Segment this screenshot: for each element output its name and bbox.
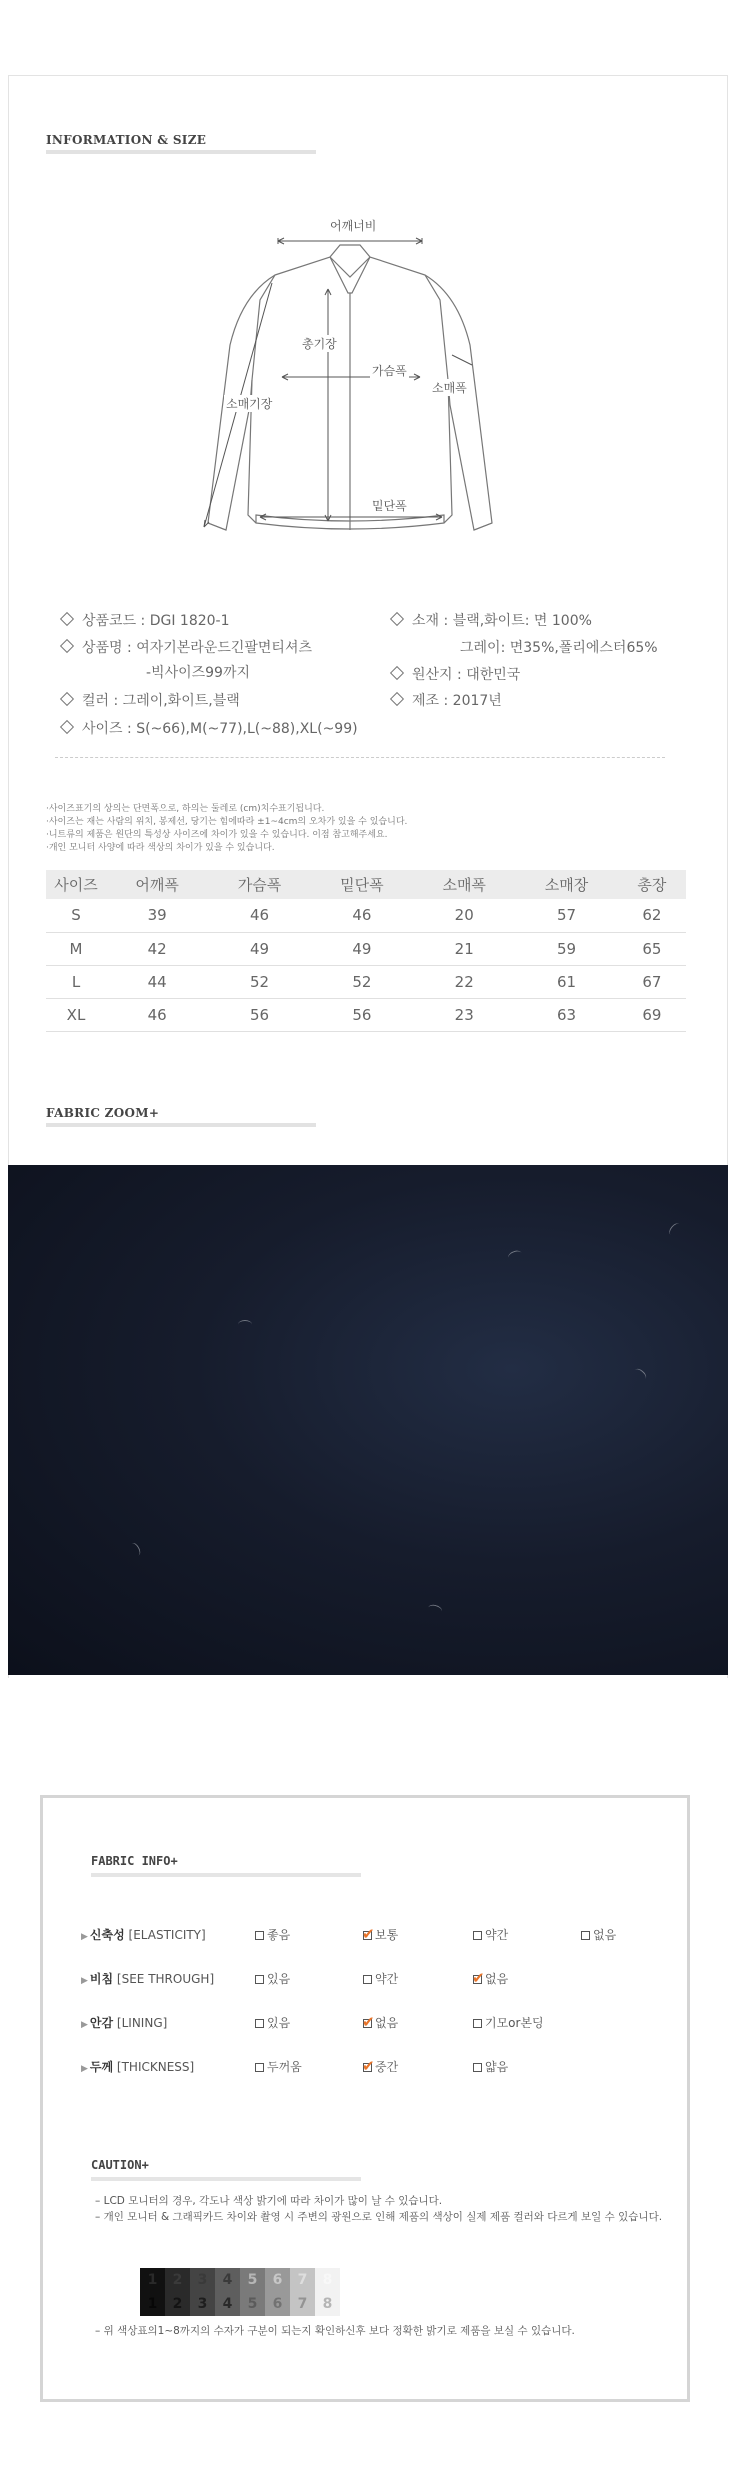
checkbox-icon — [255, 1931, 264, 1940]
fabric-info-title: FABRIC INFO+ — [91, 1854, 178, 1868]
checkbox-icon — [362, 1925, 375, 1943]
size-table-header — [46, 870, 686, 899]
option-elasticity-normal[interactable]: ✔ 보통 — [362, 1925, 399, 1943]
gray-scale-number: 3 — [197, 2272, 208, 2288]
gray-scale-chart — [140, 2268, 340, 2316]
divider — [55, 757, 665, 758]
checkbox-icon — [255, 2019, 264, 2028]
diamond-icon — [390, 612, 404, 626]
checkbox-icon — [255, 2063, 264, 2072]
cell: 56 — [311, 998, 413, 1031]
cell: 39 — [106, 899, 208, 932]
fabric-row-lining: ▶ 안감 [LINING] — [81, 2016, 168, 2030]
gray-scale-cell — [165, 2268, 190, 2316]
cell: 42 — [106, 932, 208, 965]
gray-scale-number: 2 — [172, 2296, 183, 2312]
triangle-right-icon: ▶ — [81, 1932, 88, 1942]
cell: 56 — [208, 998, 310, 1031]
table-row — [46, 998, 686, 1031]
option-see-through-yes[interactable]: 있음 — [255, 1970, 290, 1987]
header-cell: 밑단폭 — [311, 870, 413, 899]
cell: 67 — [618, 965, 686, 998]
cell: 44 — [106, 965, 208, 998]
gray-scale-number: 6 — [272, 2296, 283, 2312]
fabric-fiber — [238, 1320, 252, 1329]
diamond-icon — [60, 692, 74, 706]
fabric-fiber — [128, 1541, 143, 1558]
gray-scale-cell — [290, 2268, 315, 2316]
cell: 61 — [515, 965, 617, 998]
cell: 46 — [208, 899, 310, 932]
cell: 52 — [208, 965, 310, 998]
note-line: ·개인 모니터 사양에 따라 색상의 차이가 있을 수 있습니다. — [46, 843, 275, 853]
cell: 49 — [208, 932, 310, 965]
product-material-gray: 그레이: 면35%,폴리에스터65% — [460, 640, 658, 656]
cell: S — [46, 899, 106, 932]
fabric-zoom-image — [8, 1165, 728, 1675]
cell: XL — [46, 998, 106, 1031]
gray-scale-cell — [190, 2268, 215, 2316]
cell: 69 — [618, 998, 686, 1031]
info-size-title: INFORMATION & SIZE — [46, 133, 207, 147]
gray-scale-number: 3 — [197, 2296, 208, 2312]
checkbox-icon — [473, 1931, 482, 1940]
triangle-right-icon: ▶ — [81, 1976, 88, 1986]
product-origin: 원산지 : 대한민국 — [392, 664, 520, 684]
product-name-cont: -빅사이즈99까지 — [146, 665, 251, 681]
gray-scale-cell — [140, 2268, 165, 2316]
cell: 46 — [106, 998, 208, 1031]
option-elasticity-none[interactable]: 없음 — [581, 1926, 616, 1943]
info-size-title-bar — [46, 150, 316, 154]
fabric-fiber — [632, 1367, 649, 1383]
gray-scale-number: 6 — [272, 2272, 283, 2288]
diamond-icon — [60, 639, 74, 653]
option-lining-yes[interactable]: 있음 — [255, 2014, 290, 2031]
fabric-zoom-title-bar — [46, 1123, 316, 1127]
option-lining-brushed-bonding[interactable]: 기모or본딩 — [473, 2014, 544, 2031]
header-cell: 소매장 — [515, 870, 617, 899]
label-chest: 가슴폭 — [372, 364, 407, 378]
gray-scale-number: 4 — [222, 2272, 233, 2288]
caution-line-1: – LCD 모니터의 경우, 각도나 색상 밝기에 따라 차이가 많이 날 수 있습니다. — [95, 2195, 443, 2207]
product-code: 상품코드 : DGI 1820-1 — [62, 610, 230, 630]
fabric-fiber — [427, 1603, 443, 1615]
label-sleeve-width: 소매폭 — [432, 381, 467, 395]
checkbox-icon — [362, 2013, 375, 2031]
cell: 22 — [413, 965, 515, 998]
table-row — [46, 965, 686, 998]
checkbox-icon — [473, 2063, 482, 2072]
note-line: ·니트류의 제품은 원단의 특성상 사이즈에 차이가 있을 수 있습니다. 이점 참고해주세요. — [46, 830, 388, 840]
checkbox-icon — [473, 2019, 482, 2028]
header-cell: 소매폭 — [413, 870, 515, 899]
gray-scale-number: 7 — [297, 2272, 308, 2288]
label-sleeve-length: 소매기장 — [226, 397, 273, 411]
checkbox-icon — [255, 1975, 264, 1984]
cell: 62 — [618, 899, 686, 932]
gray-scale-number: 2 — [172, 2272, 183, 2288]
shirt-outline-icon — [190, 205, 530, 565]
fabric-info-box — [40, 1795, 690, 2402]
header-cell: 총장 — [618, 870, 686, 899]
checkbox-icon — [472, 1969, 485, 1987]
gray-scale-cell — [240, 2268, 265, 2316]
fabric-row-thickness: ▶ 두께 [THICKNESS] — [81, 2060, 195, 2074]
option-lining-none[interactable]: ✔ 없음 — [362, 2013, 399, 2031]
product-color: 컬러 : 그레이,화이트,블랙 — [62, 690, 240, 710]
option-thickness-thin[interactable]: 얇음 — [473, 2058, 508, 2075]
fabric-info-title-bar — [91, 1873, 361, 1877]
header-cell: 사이즈 — [46, 870, 106, 899]
cell: M — [46, 932, 106, 965]
product-manufacture: 제조 : 2017년 — [392, 690, 502, 710]
cell: 20 — [413, 899, 515, 932]
option-see-through-slight[interactable]: 약간 — [363, 1970, 398, 1987]
cell: 57 — [515, 899, 617, 932]
option-elasticity-good[interactable]: 좋음 — [255, 1926, 290, 1943]
gray-scale-number: 8 — [322, 2296, 333, 2312]
gray-scale-number: 5 — [247, 2296, 258, 2312]
cell: 21 — [413, 932, 515, 965]
note-line: ·사이즈는 재는 사람의 위치, 봉제선, 당기는 힘에따라 ±1~4cm의 오차가 있을 수 있습니다. — [46, 817, 408, 827]
cell: L — [46, 965, 106, 998]
product-material: 소재 : 블랙,화이트: 면 100% — [392, 610, 592, 630]
checkbox-icon — [363, 1975, 372, 1984]
gray-scale-number: 8 — [322, 2272, 333, 2288]
fabric-zoom-title: FABRIC ZOOM+ — [46, 1106, 160, 1120]
caution-title-bar — [91, 2177, 361, 2181]
fabric-row-elasticity: ▶ 신축성 [ELASTICITY] — [81, 1928, 206, 1942]
fabric-row-see-through: ▶ 비침 [SEE THROUGH] — [81, 1972, 215, 1986]
checkbox-icon — [581, 1931, 590, 1940]
gray-scale-number: 4 — [222, 2296, 233, 2312]
table-row — [46, 932, 686, 965]
option-see-through-none[interactable]: ✔ 없음 — [472, 1969, 509, 1987]
diamond-icon — [60, 612, 74, 626]
fabric-fiber — [667, 1221, 683, 1238]
gray-scale-cell — [315, 2268, 340, 2316]
caution-line-3: – 위 색상표의1~8까지의 수자가 구분이 되는지 확인하신후 보다 정확한 밝기로 제품을 보실 수 있습니다. — [95, 2325, 575, 2337]
option-elasticity-slight[interactable]: 약간 — [473, 1926, 508, 1943]
triangle-right-icon: ▶ — [81, 2020, 88, 2030]
fabric-fiber — [507, 1249, 523, 1262]
shirt-size-diagram — [190, 205, 530, 565]
gray-scale-cell — [215, 2268, 240, 2316]
cell: 59 — [515, 932, 617, 965]
cell: 49 — [311, 932, 413, 965]
cell: 46 — [311, 899, 413, 932]
option-thickness-thick[interactable]: 두꺼움 — [255, 2058, 302, 2075]
checkmark-icon: ✔ — [472, 1969, 485, 1987]
gray-scale-number: 1 — [147, 2296, 158, 2312]
header-cell: 어깨폭 — [106, 870, 208, 899]
label-hem: 밑단폭 — [372, 499, 407, 513]
checkmark-icon: ✔ — [362, 1925, 375, 1943]
diamond-icon — [60, 720, 74, 734]
gray-scale-cell — [265, 2268, 290, 2316]
table-row — [46, 899, 686, 932]
label-length: 총기장 — [302, 337, 337, 351]
triangle-right-icon: ▶ — [81, 2064, 88, 2074]
size-table — [46, 870, 686, 1032]
checkmark-icon: ✔ — [362, 2013, 375, 2031]
cell: 52 — [311, 965, 413, 998]
note-line: ·사이즈표기의 상의는 단면폭으로, 하의는 둘레로 (cm)치수표기됩니다. — [46, 804, 325, 814]
cell: 23 — [413, 998, 515, 1031]
gray-scale-number: 5 — [247, 2272, 258, 2288]
caution-title: CAUTION+ — [91, 2158, 149, 2172]
checkmark-icon: ✔ — [362, 2057, 375, 2075]
label-shoulder: 어깨너비 — [330, 219, 377, 233]
cell: 65 — [618, 932, 686, 965]
caution-line-2: – 개인 모니터 & 그래픽카드 차이와 촬영 시 주변의 광원으로 인해 제품의 색상이 실제 제품 컬러와 다르게 보일 수 있습니다. — [95, 2211, 663, 2223]
size-notes — [46, 803, 407, 855]
checkbox-icon — [362, 2057, 375, 2075]
header-cell: 가슴폭 — [208, 870, 310, 899]
diamond-icon — [390, 666, 404, 680]
gray-scale-number: 1 — [147, 2272, 158, 2288]
option-thickness-medium[interactable]: ✔ 중간 — [362, 2057, 399, 2075]
product-name: 상품명 : 여자기본라운드긴팔면티셔츠 — [62, 637, 312, 657]
cell: 63 — [515, 998, 617, 1031]
product-size: 사이즈 : S(~66),M(~77),L(~88),XL(~99) — [62, 718, 358, 738]
gray-scale-number: 7 — [297, 2296, 308, 2312]
diamond-icon — [390, 692, 404, 706]
